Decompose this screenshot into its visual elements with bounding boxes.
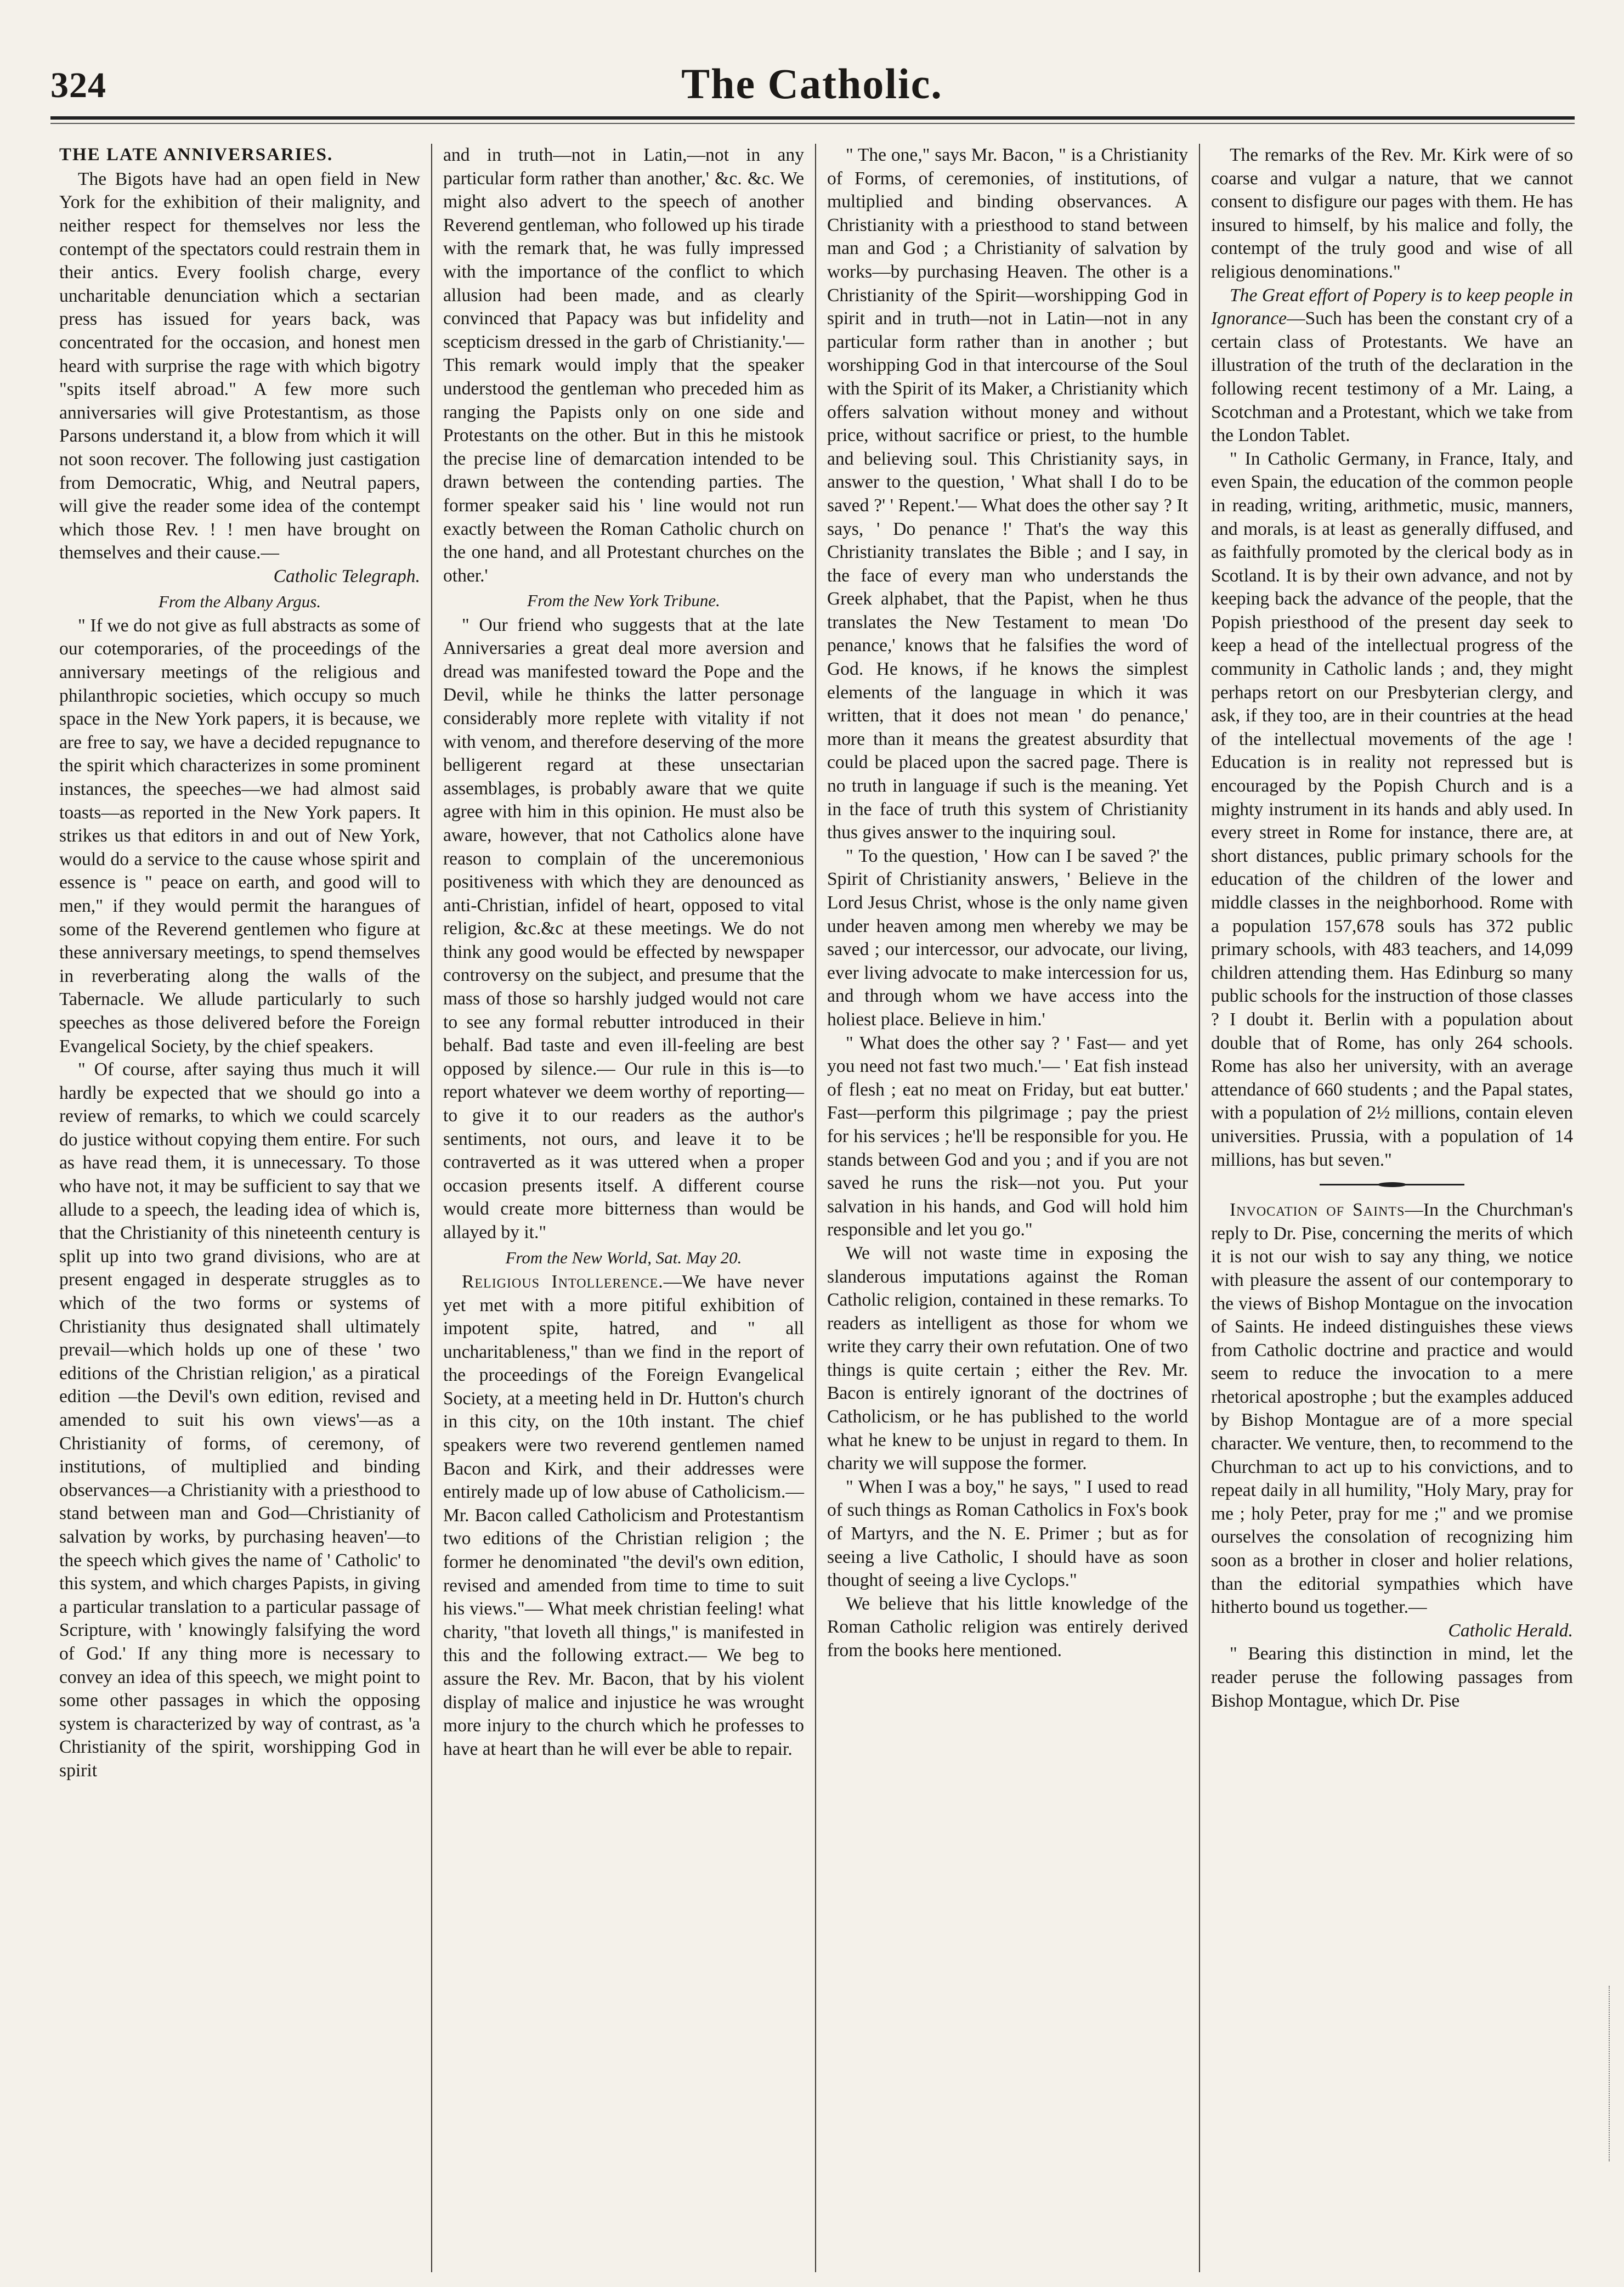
- paragraph-text: We will not waste time in exposing the slanderous imputations against the Roman Catholic religion, contained in these remarks. To readers as intelligent as those for whom we write they carry their own refutation. One of two things is quite certain ; either the Rev. Mr. Bacon is entirely ignorant of the doctrines of Catholicism, or he has published to the world what he knew to be unjust in regard to them. In charity we will suppose the former.: [827, 1243, 1188, 1474]
- article-paragraph: [59, 168, 420, 565]
- paragraph-text: " Bearing this distinction in mind, let the reader peruse the following passages from Bishop Montague, which Dr. Pise: [1211, 1644, 1573, 1711]
- paragraph-text: " To the question, ' How can I be saved ?' the Spirit of Christianity answers, ' Believe in the Lord Jesus Christ, whose is the only name given under heaven among men whereby we may be saved ; our intercessor, our advocate, our living, ever living advocate to make intercession for us, and through whom we have access into the holiest place. Believe in him.': [827, 845, 1188, 1030]
- masthead-rule: [50, 116, 1575, 120]
- page-edge-mark: [1609, 1986, 1614, 2161]
- article-paragraph: [443, 144, 804, 588]
- article-paragraph: [1211, 144, 1573, 284]
- article-paragraph: [827, 1476, 1188, 1593]
- article-paragraph: [827, 845, 1188, 1032]
- article-paragraph: [827, 1593, 1188, 1663]
- article-paragraph: [59, 614, 420, 1058]
- article-headline: THE LATE ANNIVERSARIES.: [59, 145, 333, 165]
- article-paragraph: [1211, 448, 1573, 1172]
- article-paragraph: [1211, 284, 1573, 448]
- paragraph-text: —In the Churchman's reply to Dr. Pise, concerning the merits of which it is not our wish to say any thing, we notice with pleasure the assent of our contemporary to the views of Bishop Montague on the invocation of Saints. He indeed distinguishes these views from Catholic doctrine and practice and would seem to reduce the invocation to a mere rhetorical apostrophe ; but the examples adduced by Bishop Montague are of a more special character. We venture, then, to recommend to the Churchman to act up to his convictions, and to repeat daily in all humility, "Holy Mary, pray for me ; holy Peter, pray for me ;" and we promise ourselves the consolation of recognizing him soon as a brother in closer and holier relations, than the editorial sympathies which have hitherto bound us together.—: [1211, 1200, 1573, 1618]
- source-credit: From the Albany Argus.: [158, 591, 321, 611]
- source-signature: Catholic Herald.: [1448, 1620, 1573, 1641]
- article-paragraph: [59, 1058, 420, 1782]
- masthead-rule-thin: [50, 123, 1575, 124]
- paragraph-text: " If we do not give as full abstracts as some of our cotemporaries, of the proceedings of the anniversary meetings of the religious and philanthropic societies, which occupy so much space in the New York papers, it is because, we are free to say, we have a decided repugnance to the spirit which characterizes in some prominent instances, the speeches—we had almost said toasts—as reported in the New York papers. It strikes us that editors in and out of New York, would do a service to the cause whose spirit and essence is " peace on earth, and good will to men," if they would permit the harangues of some of the Reverend gentlemen who figure at these anniversary meetings, to spend themselves in reverberating along the walls of the Tabernacle. We allude particularly to such speeches as those delivered before the Foreign Evangelical Society, by the chief speakers.: [59, 615, 420, 1057]
- article-paragraph: [827, 144, 1188, 845]
- paragraph-text: and in truth—not in Latin,—not in any particular form rather than another,' &c. &c. We might also advert to the speech of another Reverend gentleman, who followed up his tirade with the remark that, he was fully impressed with the importance of the conflict to which allusion had been made, and as clearly convinced that Papacy was but infidelity and scepticism dressed in the garb of Christianity.'— This remark would imply that the speaker understood the gentleman who preceded him as ranging the Papists only on one side and Protestants on the other. But in this he mistook the precise line of demarcation intended to be drawn between the contending parties. The former speaker said his ' line would not run exactly between the Roman Catholic church on the one hand, and all Protestant churches on the other.': [443, 145, 804, 586]
- paragraph-text: We believe that his little knowledge of the Roman Catholic religion was entirely derived from the books here mentioned.: [827, 1593, 1188, 1661]
- paragraph-text: " The one," says Mr. Bacon, " is a Christianity of Forms, of ceremonies, of institutions, of multiplied and binding observances. A Christianity with a priesthood to stand between man and God ; a Christianity of salvation by works—by purchasing Heaven. The other is a Christianity of the Spirit—worshipping God in spirit and in truth—not in Latin—not in any particular form rather than in another ; but worshipping God in that intercourse of the Soul with the Spirit of its Maker, a Christianity which offers salvation without money and without price, without sacrifice or priest, to the humble and believing soul. This Christianity says, in answer to the question, ' What shall I do to be saved ?' ' Repent.'— What does the other say ? It says, ' Do penance !' That's the way this Christianity translates the Bible ; and I say, in the face of every man who understands the Greek alphabet, that the Papist, when he thus translates the New Testament to mean 'Do penance,' knows that he falsifies the word of God. He knows, if he knows the simplest elements of the language in which it was written, that it does not mean ' do penance,' more than it means the greatest absurdity that could be placed upon the sacred page. There is no truth in language if such is the meaning. Yet in the face of truth this system of Christianity thus gives answer to the inquiring soul.: [827, 145, 1188, 843]
- page-number: 324: [50, 65, 106, 105]
- masthead: [0, 0, 1624, 132]
- paragraph-text: " What does the other say ? ' Fast— and yet you need not fast two much.'— ' Eat fish instead of flesh ; eat no meat on Friday, but eat butter.' Fast—perform this pilgrimage ; pay the priest for his services ; he'll be responsible for you. He stands between God and you ; and if you are not saved he runs the risk—not you. Put your salvation in his hands, and God will hold him responsible and let you go.": [827, 1032, 1188, 1240]
- paragraph-lead: Religious Intollerence.: [462, 1271, 664, 1292]
- source-credit: From the New World, Sat. May 20.: [505, 1247, 742, 1267]
- column-3: [816, 144, 1200, 2272]
- article-paragraph: [443, 1270, 804, 1761]
- column-2: [432, 144, 816, 2272]
- column-1: [48, 144, 432, 2272]
- section-divider: [1320, 1184, 1464, 1185]
- paragraph-text: " Our friend who suggests that at the late Anniversaries a great deal more aversion and dread was manifested toward the Pope and the Devil, while he thinks the latter personage considerably more replete with vitality if not with venom, and therefore deserving of the more belligerent regard at these unsectarian assemblages, is probably aware that we quite agree with him in this opinion. He must also be aware, however, that not Catholics alone have reason to complain of the unceremonious positiveness with which they are denounced as anti-Christian, infidel of heart, opposed to vital religion, &c.&c at these meetings. We do not think any good would be effected by newspaper controversy on the subject, and presume that the mass of those so harshly judged would not care to see any formal rebutter introduced in their behalf. Bad taste and even ill-feeling are best opposed by silence.— Our rule in this is—to report whatever we deem worthy of reporting—to give it to our readers as the author's sentiments, not ours, and leave it to be contraverted as it was uttered when a proper occasion presents itself. A different course would create more bitterness than would be allayed by it.": [443, 614, 804, 1243]
- column-4: [1200, 144, 1584, 2272]
- paragraph-lead: The Great effort of Popery is to keep people in Ignorance: [1211, 285, 1573, 329]
- paragraph-text: —We have never yet met with a more pitiful exhibition of impotent spite, hatred, and " all uncharitableness," than we find in the report of the proceedings of the Foreign Evangelical Society, at a meeting held in Dr. Hutton's church in this city, on the 10th instant. The chief speakers were two reverend gentlemen named Bacon and Kirk, and their addresses were entirely made up of low abuse of Catholicism.— Mr. Bacon called Catholicism and Protestantism two editions of the Christian religion ; the former he denominated "the devil's own edition, revised and amended from time to time to suit his views."— What meek christian feeling! what charity, "that loveth all things," is manifested in this and the following extract.— We beg to assure the Rev. Mr. Bacon, that by his violent display of malice and injustice he was wrought more injury to the church which he professes to have at heart than he will ever be able to repair.: [443, 1271, 804, 1759]
- source-signature: Catholic Telegraph.: [273, 566, 420, 586]
- paragraph-text: —Such has been the constant cry of a certain class of Protestants. We have an illustration of the truth of the declaration in the following recent testimony of a Mr. Laing, a Scotchman and a Protestant, which we take from the London Tablet.: [1211, 308, 1573, 446]
- paragraph-text: " In Catholic Germany, in France, Italy, and even Spain, the education of the common people in reading, writing, arithmetic, music, manners, and morals, is at least as generally diffused, and as faithfully promoted by the clerical body as in Scotland. It is by their own advance, and not by keeping back the advance of the people, that the Popish priesthood of the present day seek to keep a head of the intellectual progress of the community in Catholic lands ; and, they might perhaps retort on our Presbyterian clergy, and ask, if they too, are in their countries at the head of the intellectual movements of the age ! Education is in reality not repressed but is encouraged by the Popish Church and is a mighty instrument in its hands and ably used. In every street in Rome for instance, there are, at short distances, public primary schools for the education of the children of the lower and middle classes in the neighborhood. Rome with a population 157,678 souls has 372 public primary schools, with 483 teachers, and 14,099 children attending them. Has Edinburg so many public schools for the instruction of those classes ? I doubt it. Berlin with a population about double that of Rome, has only 264 schools. Rome has also her university, with an average attendance of 660 students ; and the Papal states, with a population of 2½ millions, contain eleven universities. Prussia, with a population of 14 millions, has but seven.": [1211, 448, 1573, 1170]
- paragraph-text: " When I was a boy," he says, " I used to read of such things as Roman Catholics in Fox's book of Martyrs, and the N. E. Primer ; but as for seeing a live Catholic, I should have as soon thought of seeing a live Cyclops.": [827, 1476, 1188, 1591]
- article-paragraph: [827, 1032, 1188, 1242]
- article-paragraph: [1211, 1642, 1573, 1713]
- paragraph-lead: Invocation of Saints: [1230, 1200, 1405, 1221]
- article-paragraph: [1211, 1199, 1573, 1619]
- article-paragraph: [443, 614, 804, 1245]
- source-credit: From the New York Tribune.: [527, 591, 720, 611]
- article-paragraph: [827, 1242, 1188, 1476]
- article-columns: [48, 144, 1584, 2272]
- newspaper-title: The Catholic.: [681, 60, 943, 108]
- paragraph-text: The Bigots have had an open field in New York for the exhibition of their malignity, and neither respect for themselves nor less the contempt of the spectators could restrain them in their antics. Every foolish charge, every uncharitable denunciation which a sectarian press has issued for years back, was concentrated for the occasion, and honest men heard with surprise the rage with which bigotry "spits itself abroad." A few more such anniversaries will give Protestantism, as those Parsons understand it, a blow from which it will not soon recover. The following just castigation from Democratic, Whig, and Neutral papers, will give the reader some idea of the contempt which those Rev. ! ! men have brought on themselves and their cause.—: [59, 168, 420, 563]
- paragraph-text: " Of course, after saying thus much it will hardly be expected that we should go into a review of remarks, to which we could scarcely do justice without copying them entire. For such as have read them, it is unnecessary. To those who have not, it may be sufficient to say that we allude to a speech, the leading idea of which is, that the Christianity of this nineteenth century is split up into two grand divisions, who are at present engaged in desperate struggles as to which of the two forms or systems of Christianity thus designated shall ultimately prevail—which holds up one of these ' two editions of the Christian religion,' as a piratical edition —the Devil's own edition, revised and amended to suit his own views'—as a Christianity of forms, of ceremony, of institutions, of multiplied and binding observances—a Christianity with a priesthood to stand between man and God—Christianity of salvation by works, by purchasing heaven'—to the speech which gives the name of ' Catholic' to this system, and which charges Papists, in giving a particular translation to a particular passage of Scripture, with ' knowingly falsifying the word of God.' If any thing more is necessary to convey an idea of this speech, we might point to some other passages in which the opposing system is characterized by way of contrast, as 'a Christianity of the spirit, worshipping God in spirit: [59, 1059, 420, 1781]
- paragraph-text: The remarks of the Rev. Mr. Kirk were of so coarse and vulgar a nature, that we cannot consent to disfigure our pages with them. He has insured to himself, by his malice and folly, the contempt of the truly good and wise of all religious denominations.": [1211, 145, 1573, 282]
